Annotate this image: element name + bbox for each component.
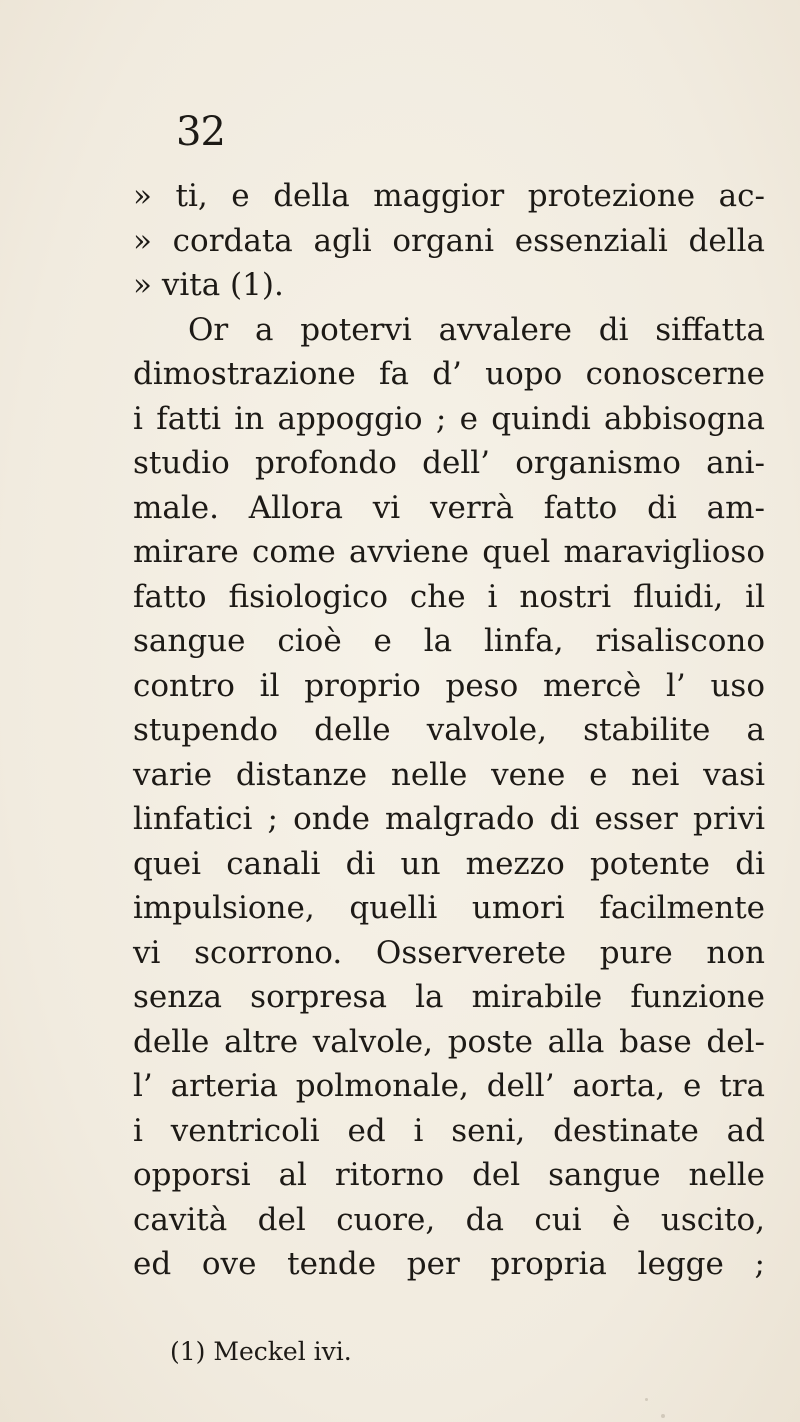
text-line: contro il proprio peso mercè l’ uso [133, 667, 765, 704]
body-text [133, 174, 765, 1287]
text-line: linfatici ; onde malgrado di esser privi [133, 801, 765, 837]
text-line: impulsione, quelli umori facilmente [133, 890, 765, 926]
text-line: opporsi al ritorno del sangue nelle [133, 1157, 765, 1193]
paper-speck [645, 1398, 648, 1401]
text-line: varie distanze nelle vene e nei vasi [133, 756, 765, 793]
text-line: l’ arteria polmonale, dell’ aorta, e tra [133, 1068, 765, 1104]
text-line: delle altre valvole, poste alla base del- [133, 1023, 765, 1060]
text-line: sangue cioè e la linfa, risaliscono [133, 623, 765, 659]
text-line: » ti, e della maggior protezione ac- [133, 178, 765, 214]
text-line: mirare come avviene quel maraviglioso [133, 534, 765, 570]
page-number: 32 [176, 109, 225, 155]
text-line: i ventricoli ed i seni, destinate ad [133, 1112, 765, 1149]
text-line: ed ove tende per propria legge ; [133, 1246, 765, 1282]
paper-speck [661, 1414, 665, 1418]
text-line: » vita (1). [133, 267, 284, 303]
text-line: fatto fisiologico che i nostri fluidi, il [133, 578, 765, 615]
text-line: male. Allora vi verrà fatto di am- [133, 489, 765, 526]
text-line: studio profondo dell’ organismo ani- [133, 445, 765, 481]
text-line: quei canali di un mezzo potente di [133, 845, 765, 882]
text-line: i fatti in appoggio ; e quindi abbisogna [133, 400, 765, 437]
text-line: » cordata agli organi essenziali della [133, 222, 765, 259]
text-line: dimostrazione fa d’ uopo conoscerne [133, 356, 765, 392]
text-line: vi scorrono. Osserverete pure non [133, 934, 765, 971]
text-line: cavità del cuore, da cui è uscito, [133, 1201, 765, 1238]
footnote: (1) Meckel ivi. [170, 1337, 352, 1366]
text-line: stupendo delle valvole, stabilite a [133, 712, 765, 748]
text-line: senza sorpresa la mirabile funzione [133, 979, 765, 1015]
text-line: Or a potervi avvalere di siffatta [188, 311, 765, 348]
